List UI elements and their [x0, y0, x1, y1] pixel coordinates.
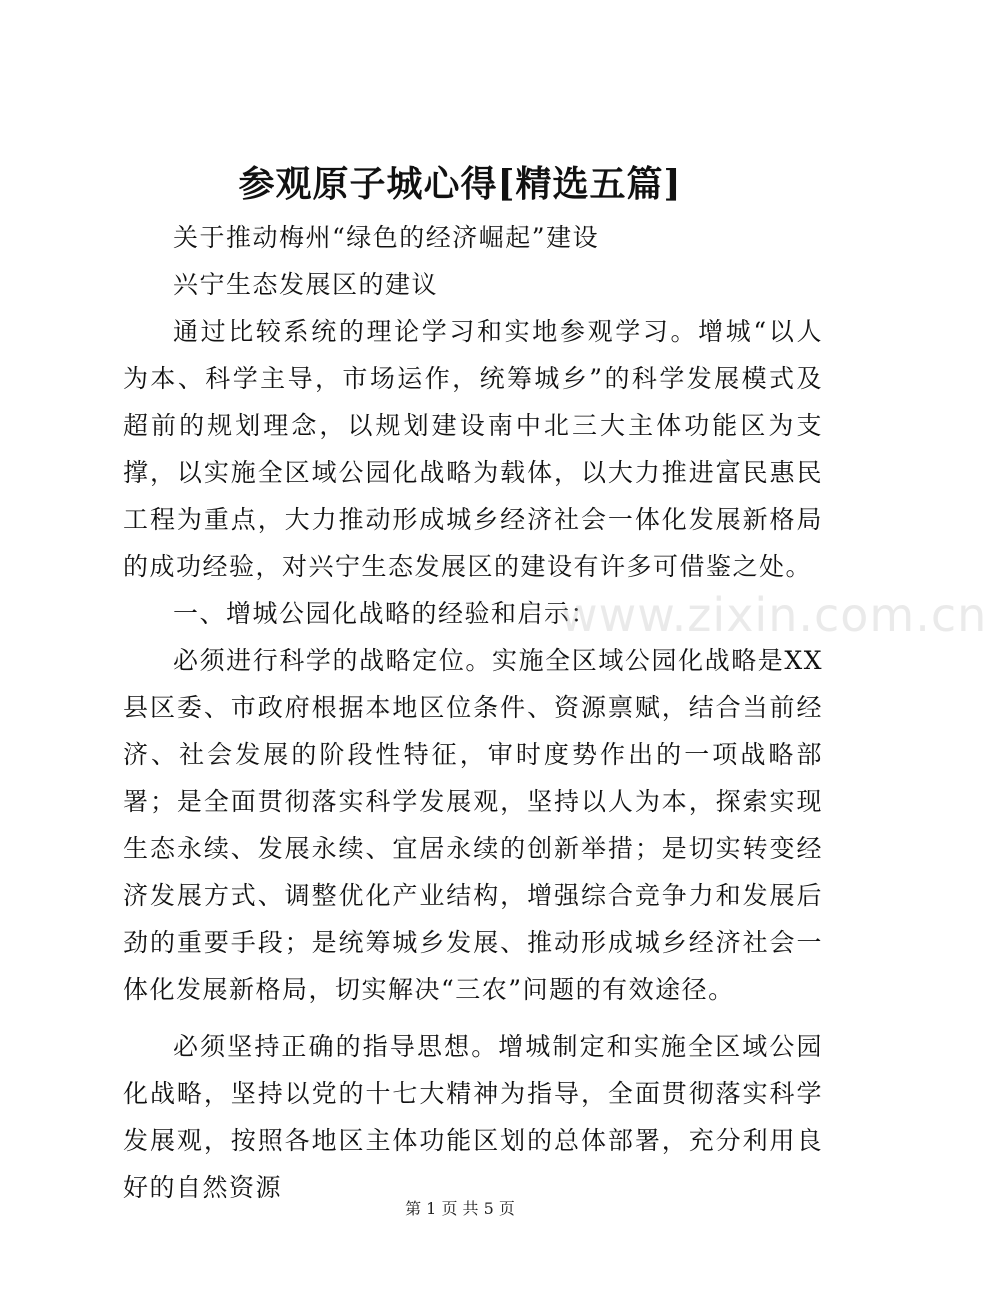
watermark: www.zixin.com.cn — [560, 588, 987, 642]
paragraph-intro: 通过比较系统的理论学习和实地参观学习。增城“以人为本、科学主导，市场运作，统筹城乡”的科学发展模式及超前的规划理念，以规划建设南中北三大主体功能区为支撑，以实施全区域公园化战略为载体，以大力推进富民惠民工程为重点，大力推动形成城乡经济社会一体化发展新格局的成功经验，对兴宁生态发展区的建设有许多可借鉴之处。 — [123, 317, 823, 581]
paragraph-heading-section-1: 一、增城公园化战略的经验和启示： — [173, 599, 598, 628]
paragraph-subtitle-2: 兴宁生态发展区的建议 — [173, 270, 439, 299]
page-footer: 第 1 页 共 5 页 — [405, 1199, 515, 1218]
paragraph-strategy-positioning: 必须进行科学的战略定位。实施全区域公园化战略是XX县区委、市政府根据本地区位条件、资源禀赋，结合当前经济、社会发展的阶段性特征，审时度势作出的一项战略部署；是全面贯彻落实科学发展观，坚持以人为本，探索实现生态永续、发展永续、宜居永续的创新举措；是切实转变经济发展方式、调整优化产业结构，增强综合竞争力和发展后劲的重要手段；是统筹城乡发展、推动形成城乡经济社会一体化发展新格局，切实解决“三农”问题的有效途径。 — [123, 646, 823, 1004]
document-title: 参观原子城心得[精选五篇] — [238, 163, 682, 205]
paragraph-subtitle-1: 关于推动梅州“绿色的经济崛起”建设 — [173, 223, 600, 252]
document-body — [123, 214, 823, 1211]
paragraph-guiding-thought: 必须坚持正确的指导思想。增城制定和实施全区域公园化战略，坚持以党的十七大精神为指导，全面贯彻落实科学发展观，按照各地区主体功能区划的总体部署，充分利用良好的自然资源 — [123, 1032, 823, 1202]
